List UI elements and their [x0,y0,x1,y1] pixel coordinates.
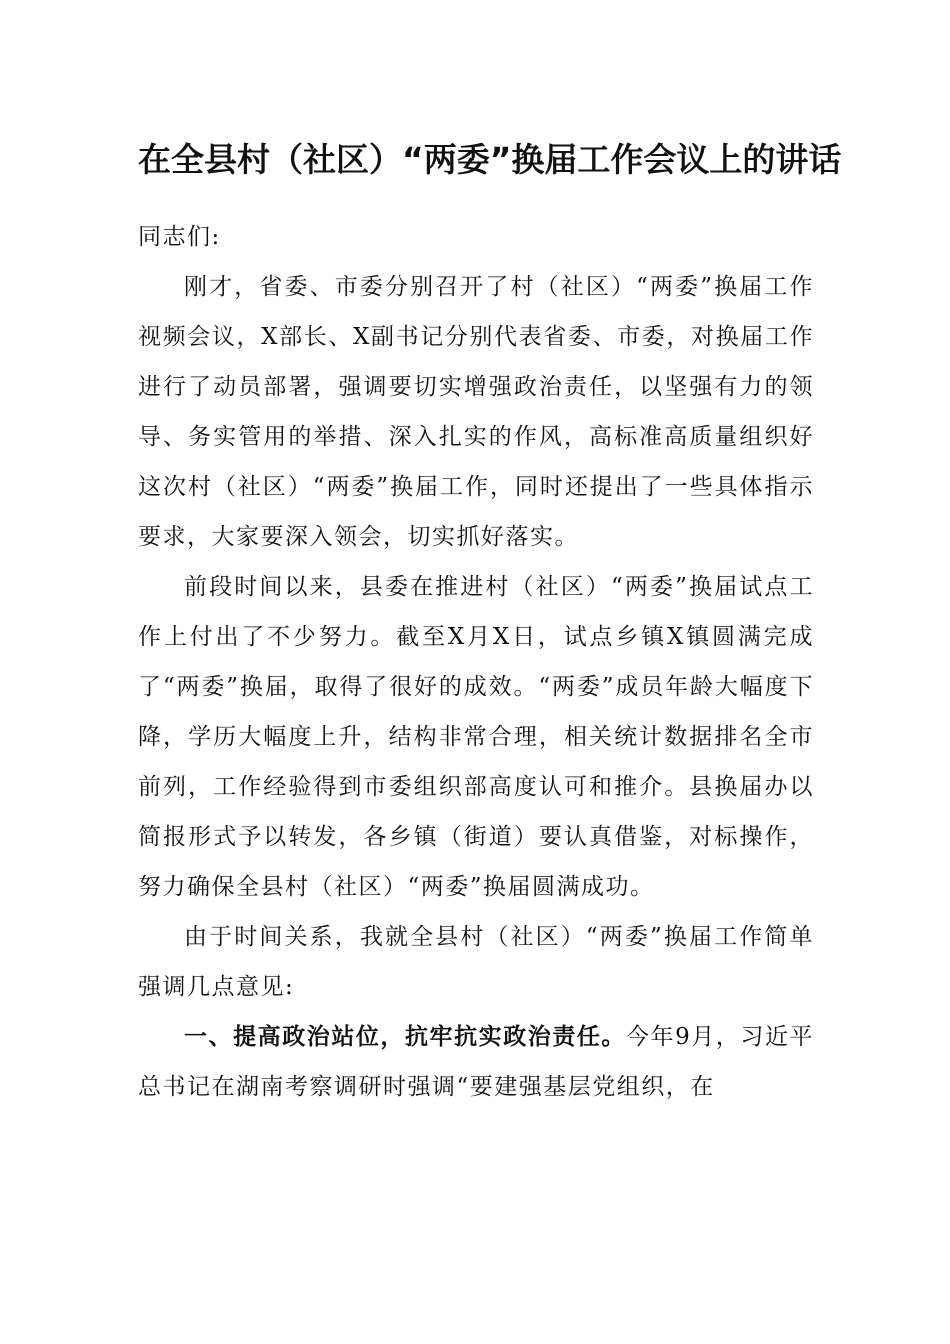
section-1-text: 今年9月，习近平总书记在湖南考察调研时强调“要建强基层党组织，在 [138,1024,814,1100]
paragraph-1: 刚才，省委、市委分别召开了村（社区）“两委”换届工作视频会议，X部长、X副书记分别代表省委、市委，对换届工作进行了动员部署，强调要切实增强政治责任，以坚强有力的领导、务实管用的举措、深入扎实的作风，高标准高质量组织好这次村（社区）“两委”换届工作，同时还提出了一些具体指示要求，大家要深入领会，切实抓好落实。 [138,274,814,550]
section-1-heading: 一、提高政治站位，抗牢抗实政治责任。 [184,1024,626,1050]
salutation: 同志们: [138,224,221,250]
paragraph-2: 前段时间以来，县委在推进村（社区）“两委”换届试点工作上付出了不少努力。截至X月X日，试点乡镇X镇圆满完成了“两委”换届，取得了很好的成效。“两委”成员年龄大幅度下降，学历大幅度上升，结构非常合理，相关统计数据排名全市前列，工作经验得到市委组织部高度认可和推介。县换届办以简报形式予以转发，各乡镇（街道）要认真借鉴，对标操作，努力确保全县村（社区）“两委”换届圆满成功。 [138,574,814,900]
paragraph-3: 由于时间关系，我就全县村（社区）“两委”换届工作简单强调几点意见: [138,924,814,1000]
section-1-paragraph [138,1012,814,1112]
document-body [138,212,814,1112]
document-title: 在全县村（社区）“两委”换届工作会议上的讲话 [138,140,842,179]
